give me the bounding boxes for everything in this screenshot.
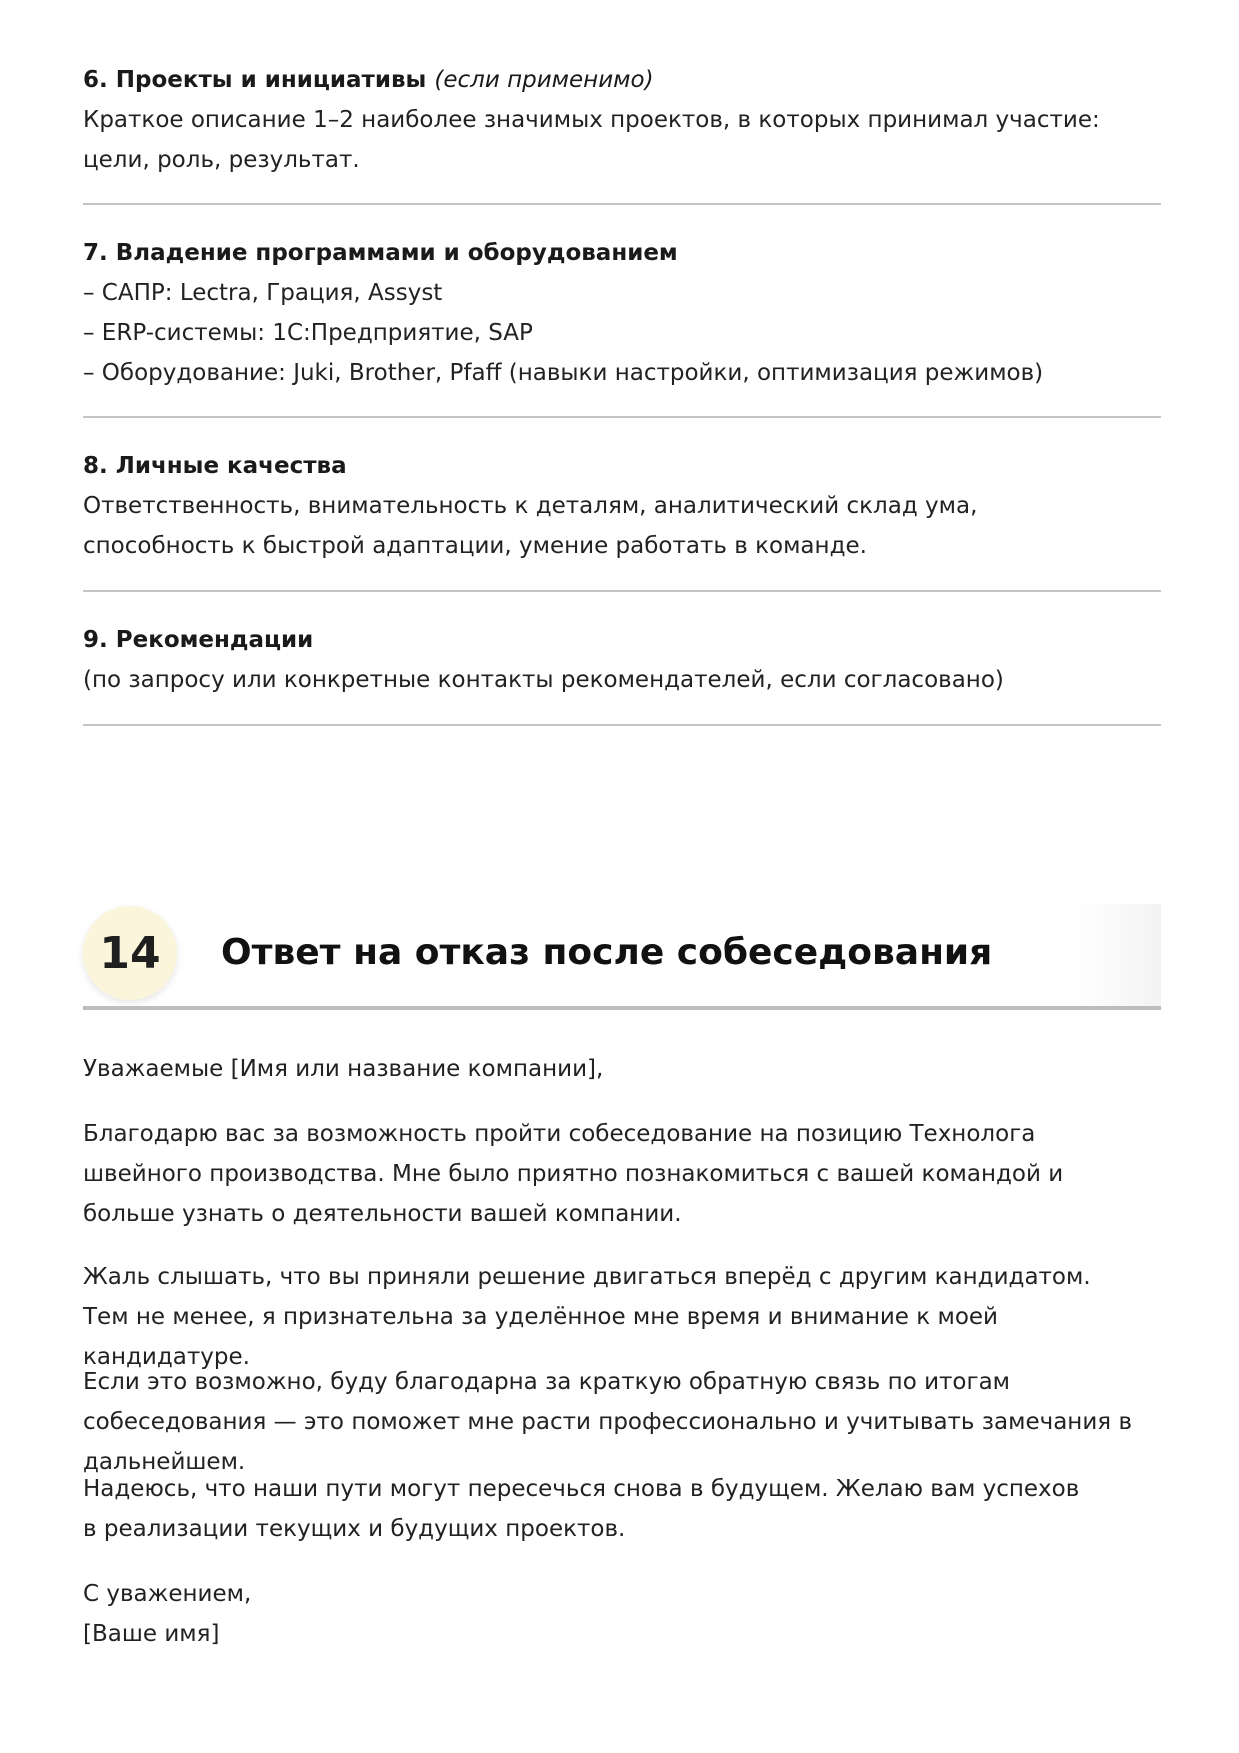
section-heading: 9. Рекомендации xyxy=(83,627,314,653)
list-item: – САПР: Lectra, Грация, Assyst xyxy=(83,280,443,306)
list-item: – Оборудование: Juki, Brother, Pfaff (навыки настройки, оптимизация режимов) xyxy=(83,360,1044,386)
section-divider xyxy=(83,590,1161,592)
letter-closing: С уважением, xyxy=(83,1581,252,1607)
chapter-number-badge: 14 xyxy=(83,906,177,1000)
section-heading xyxy=(83,60,1161,100)
section-references xyxy=(83,620,1161,700)
section-body: Краткое описание 1–2 наиболее значимых проектов, в которых принимал участие: цели, роль, результат. xyxy=(83,107,1100,173)
section-divider xyxy=(83,203,1161,205)
section-body: (по запросу или конкретные контакты рекомендателей, если согласовано) xyxy=(83,667,1004,693)
letter-paragraph: Благодарю вас за возможность пройти собеседование на позицию Технолога швейного производства. Мне было приятно познакомиться с вашей командой и больше узнать о деятельности вашей компании. xyxy=(83,1121,1064,1227)
letter-paragraph: Жаль слышать, что вы приняли решение двигаться вперёд с другим кандидатом. Тем не менее, я признательна за уделённое мне время и внимание к моей кандидатуре. xyxy=(83,1264,1091,1370)
section-heading-text: 6. Проекты и инициативы xyxy=(83,67,427,93)
chapter-title: Ответ на отказ после собеседования xyxy=(221,932,993,973)
section-heading-note: (если применимо) xyxy=(434,67,654,93)
section-personal-qualities xyxy=(83,446,1161,566)
section-divider xyxy=(83,724,1161,726)
section-body: Ответственность, внимательность к деталям, аналитический склад ума, способность к быстрой адаптации, умение работать в команде. xyxy=(83,493,978,559)
letter-signature: [Ваше имя] xyxy=(83,1621,220,1647)
section-projects xyxy=(83,60,1161,180)
section-software xyxy=(83,233,1161,393)
letter-paragraph: Надеюсь, что наши пути могут пересечься снова в будущем. Желаю вам успехов в реализации текущих и будущих проектов. xyxy=(83,1476,1080,1542)
section-divider xyxy=(83,416,1161,418)
chapter-divider xyxy=(83,1006,1161,1010)
letter-paragraph: Если это возможно, буду благодарна за краткую обратную связь по итогам собеседования — это поможет мне расти профессионально и учитывать замечания в дальнейшем. xyxy=(83,1369,1132,1475)
chapter-header xyxy=(83,904,1161,1008)
list-item: – ERP-системы: 1С:Предприятие, SAP xyxy=(83,320,533,346)
section-heading: 8. Личные качества xyxy=(83,453,347,479)
letter-greeting: Уважаемые [Имя или название компании], xyxy=(83,1056,604,1082)
section-heading: 7. Владение программами и оборудованием xyxy=(83,240,678,266)
